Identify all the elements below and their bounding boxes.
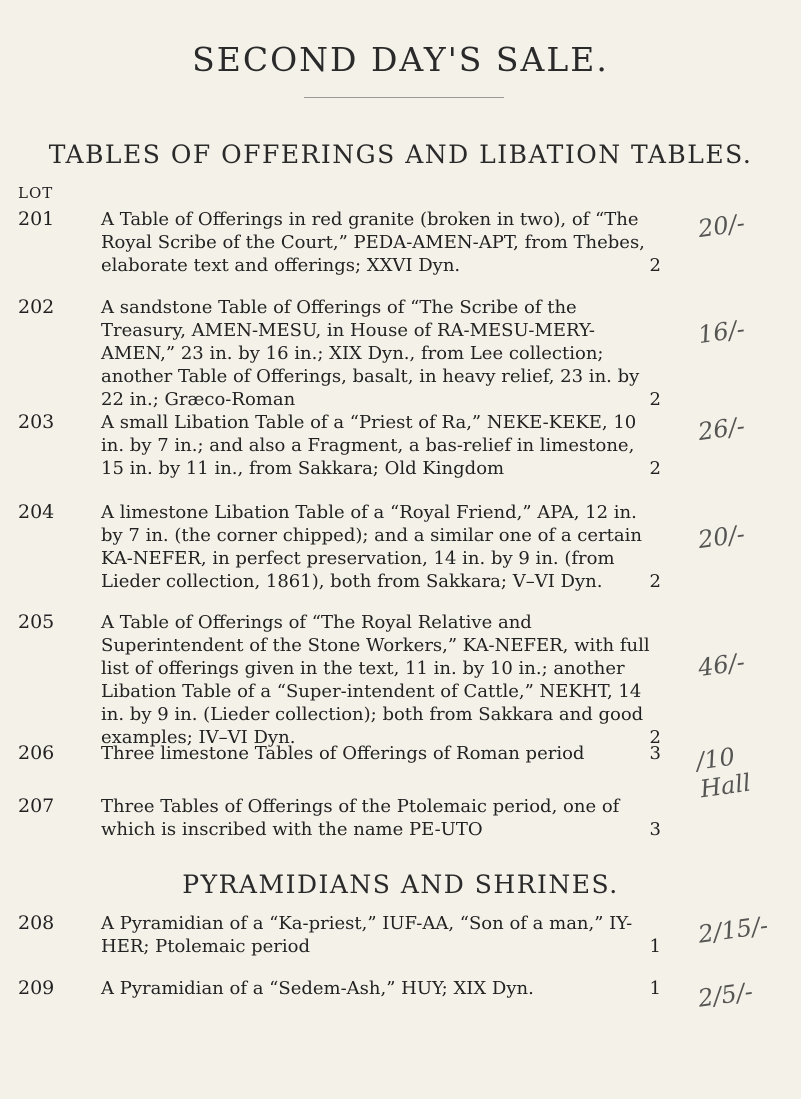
lot-description xyxy=(101,977,661,1000)
section-title-pyramidians: PYRAMIDIANS AND SHRINES. xyxy=(182,870,619,899)
lot-quantity: 2 xyxy=(649,571,661,592)
lot-quantity: 2 xyxy=(649,389,661,410)
lot-text: A small Libation Table of a “Priest of Ra,” NEKE-KEKE, 10 in. by 7 in.; and also a Fragment, a bas-relief in limestone, 15 in. by 11 in., from Sakkara; Old Kingdom xyxy=(101,412,637,479)
lot-text: Three Tables of Offerings of the Ptolemaic period, one of which is inscribed with the name PE-UTO xyxy=(101,796,620,840)
lot-column-heading: LOT xyxy=(18,184,54,202)
lot-number: 201 xyxy=(18,208,55,230)
lot-text: A Table of Offerings of “The Royal Relative and Superintendent of the Stone Workers,” KA-NEFER, with full list of offerings given in the text, 11 in. by 10 in.; another Libation Table of a “Super-intendent of Cattle,” NEKHT, 14 in. by 9 in. (Lieder collection); both from Sakkara and good examples; IV–VI Dyn. xyxy=(101,612,650,748)
handwritten-price: 46/- xyxy=(696,647,747,683)
lot-text: A sandstone Table of Offerings of “The Scribe of the Treasury, AMEN-MESU, in House of RA-MESU-MERY-AMEN,” 23 in. by 16 in.; XIX Dyn., from Lee collection; another Table of Offerings, basalt, in heavy relief, 23 in. by 22 in.; Græco-Roman xyxy=(101,297,640,410)
lot-description xyxy=(101,742,661,765)
lot-text: A limestone Libation Table of a “Royal Friend,” APA, 12 in. by 7 in. (the corner chipped); and a similar one of a certain KA-NEFER, in perfect preservation, 14 in. by 9 in. (from Lieder collection, 1861), both from Sakkara; V–VI Dyn. xyxy=(101,502,642,592)
handwritten-price: 26/- xyxy=(696,411,747,447)
lot-text: Three limestone Tables of Offerings of Roman period xyxy=(101,743,585,764)
page-header: SECOND DAY'S SALE. xyxy=(192,40,609,79)
lot-number: 208 xyxy=(18,912,55,934)
lot-quantity: 2 xyxy=(649,727,661,748)
lot-number: 202 xyxy=(18,296,55,318)
lot-description xyxy=(101,501,661,593)
lot-description xyxy=(101,208,661,277)
lot-description xyxy=(101,795,661,841)
lot-description xyxy=(101,912,661,958)
handwritten-price: 2/15/- xyxy=(696,911,770,949)
lot-quantity: 2 xyxy=(649,255,661,276)
handwritten-price: /10 Hall xyxy=(694,742,753,804)
lot-number: 205 xyxy=(18,611,55,633)
lot-description xyxy=(101,411,661,480)
handwritten-price: 20/- xyxy=(696,519,747,555)
lot-quantity: 1 xyxy=(649,978,661,999)
lot-number: 203 xyxy=(18,411,55,433)
header-rule xyxy=(304,97,504,98)
lot-text: A Pyramidian of a “Sedem-Ash,” HUY; XIX Dyn. xyxy=(101,978,534,999)
handwritten-price: 2/5/- xyxy=(696,977,755,1013)
lot-quantity: 1 xyxy=(649,936,661,957)
lot-text: A Table of Offerings in red granite (broken in two), of “The Royal Scribe of the Court,” PEDA-AMEN-APT, from Thebes, elaborate text and offerings; XXVI Dyn. xyxy=(101,209,645,276)
lot-quantity: 3 xyxy=(649,819,661,840)
lot-number: 204 xyxy=(18,501,55,523)
lot-number: 207 xyxy=(18,795,55,817)
section-title-tables: TABLES OF OFFERINGS AND LIBATION TABLES. xyxy=(48,140,753,169)
handwritten-price: 16/- xyxy=(696,314,747,350)
handwritten-price: 20/- xyxy=(696,208,747,244)
lot-quantity: 2 xyxy=(649,458,661,479)
lot-text: A Pyramidian of a “Ka-priest,” IUF-AA, “Son of a man,” IY-HER; Ptolemaic period xyxy=(101,913,633,957)
lot-quantity: 3 xyxy=(649,743,661,764)
lot-number: 209 xyxy=(18,977,55,999)
lot-description xyxy=(101,296,661,411)
lot-description xyxy=(101,611,661,749)
lot-number: 206 xyxy=(18,742,55,764)
